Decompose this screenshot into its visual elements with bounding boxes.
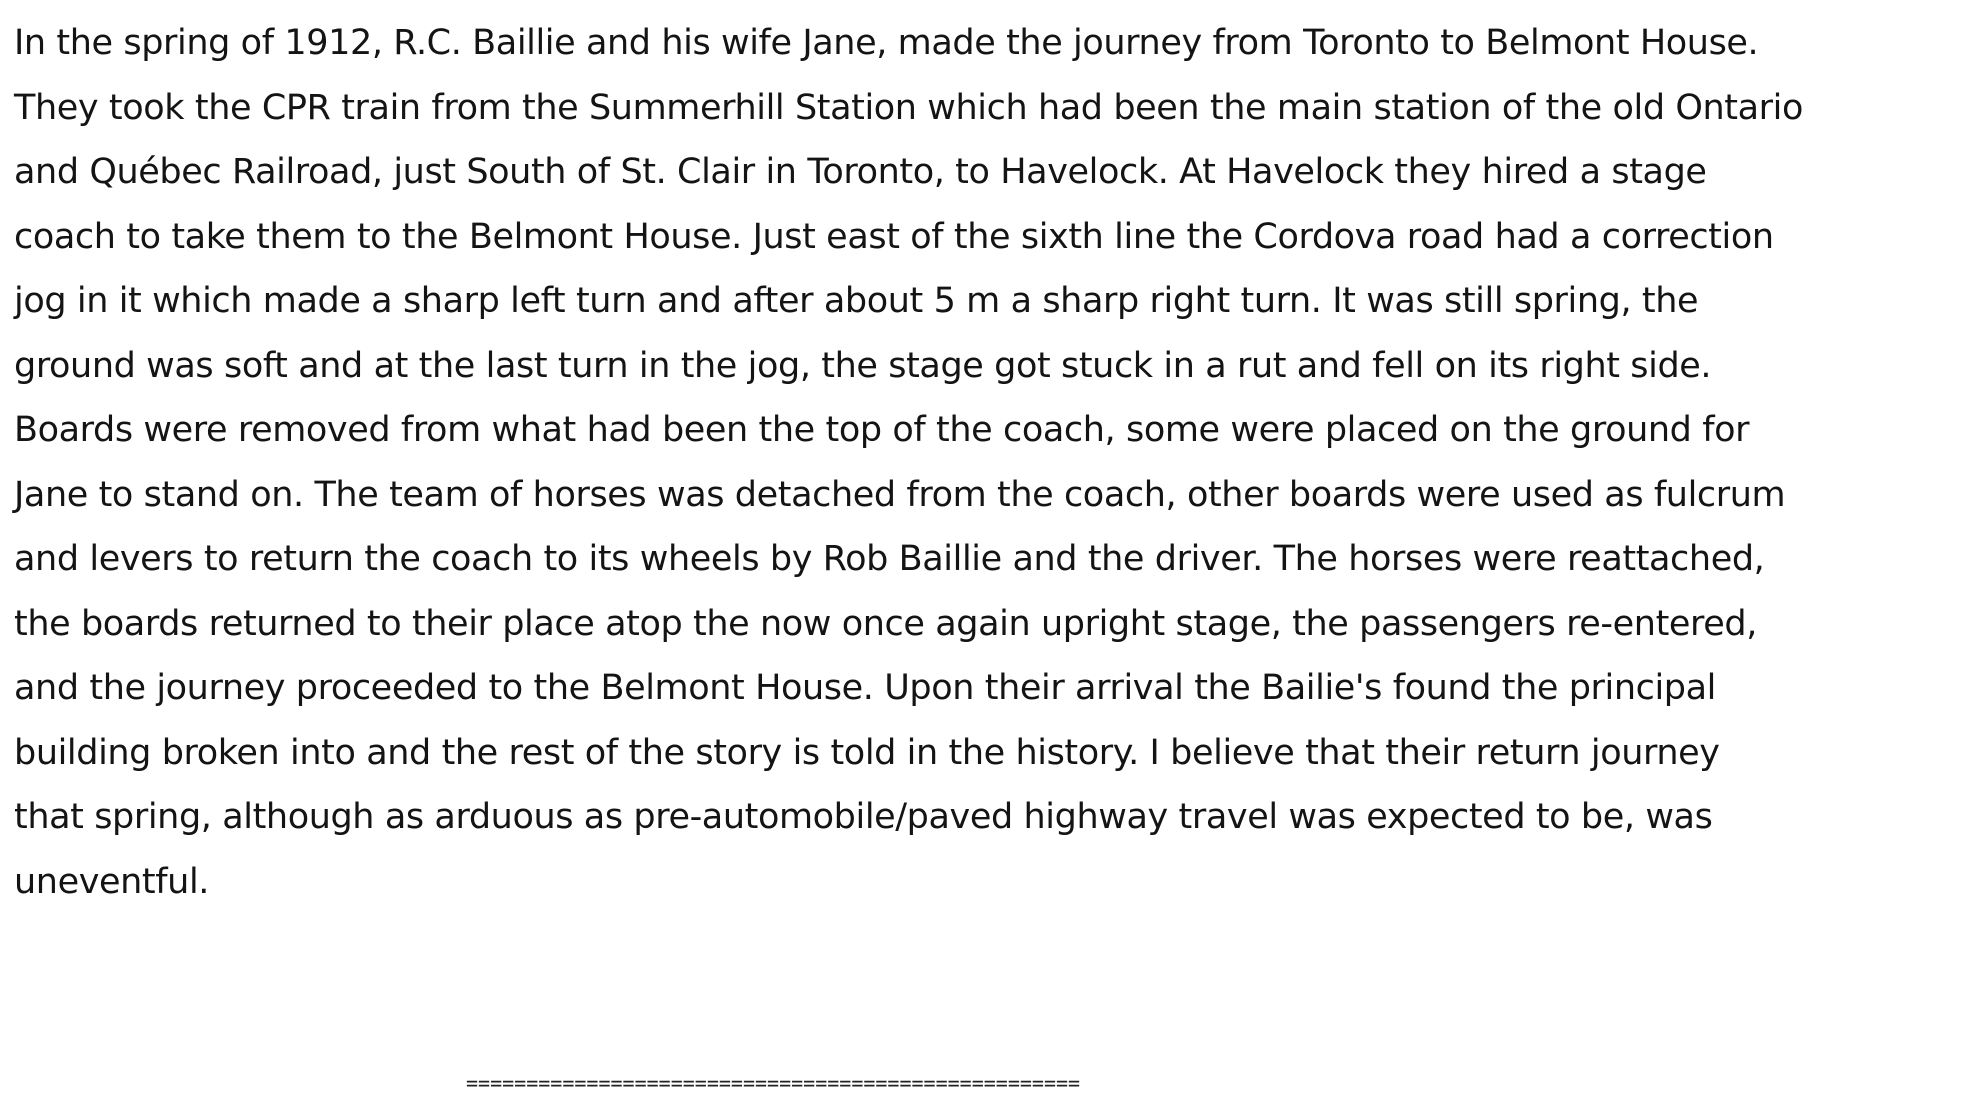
separator-rule: =================================================== [466,1071,1081,1095]
paragraph-line-14: uneventful. [14,861,210,902]
paragraph-line-1: In the spring of 1912, R.C. Baillie and his wife Jane, made the journey from Toronto to Belmont House. [14,23,1759,63]
paragraph-line-8: Jane to stand on. The team of horses was detached from the coach, other boards were used as fulcrum [14,474,1786,515]
paragraph-line-12: building broken into and the rest of the story is told in the history. I believe that their return journey [14,732,1720,773]
paragraph-line-2: They took the CPR train from the Summerhill Station which had been the main station of the old Ontario [14,87,1803,128]
paragraph-line-3: and Québec Railroad, just South of St. Clair in Toronto, to Havelock. At Havelock they hired a stage [14,152,1707,192]
paragraph-line-10: the boards returned to their place atop the now once again upright stage, the passengers re-entered, [14,603,1757,644]
paragraph-line-7: Boards were removed from what had been the top of the coach, some were placed on the ground for [14,410,1750,450]
paragraph-line-11: and the journey proceeded to the Belmont House. Upon their arrival the Bailie's found the principal [14,668,1716,708]
paragraph-line-13: that spring, although as arduous as pre-automobile/paved highway travel was expected to be, was [14,797,1713,837]
paragraph-line-5: jog in it which made a sharp left turn and after about 5 m a sharp right turn. It was still spring, the [14,281,1699,321]
paragraph-line-9: and levers to return the coach to its wheels by Rob Baillie and the driver. The horses were reattached, [14,539,1765,579]
paragraph-line-4: coach to take them to the Belmont House. Just east of the sixth line the Cordova road had a correction [14,216,1774,257]
story-paragraph [14,11,1974,914]
paragraph-line-6: ground was soft and at the last turn in the jog, the stage got stuck in a rut and fell on its right side. [14,345,1712,386]
